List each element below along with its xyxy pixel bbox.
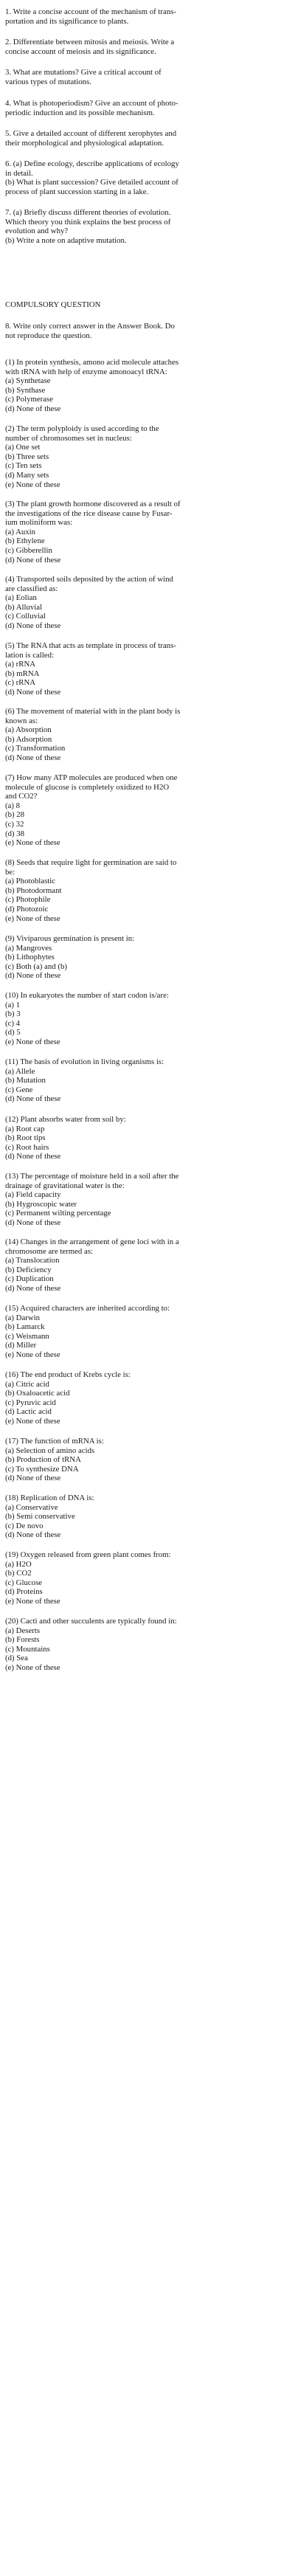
mcq-stem-line: (7) How many ATP molecules are produced when one — [5, 773, 178, 782]
essay-line: 3. What are mutations? Give a critical account of — [5, 68, 162, 77]
mcq-stem-line: (2) The term polyploidy is used according to the — [5, 424, 159, 433]
mcq-option: (b) Semi conservative — [5, 1512, 75, 1522]
mcq-stem-line: molecule of glucose is completely oxidized to H2O — [5, 782, 170, 792]
mcq-option: (a) Synthetase — [5, 376, 51, 386]
mcq-option: (c) Root hairs — [5, 1142, 49, 1152]
mcq-option: (a) Selection of amino acids — [5, 1446, 95, 1455]
mcq-stem-line: (1) In protein synthesis, amono acid molecule attaches — [5, 358, 179, 367]
mcq-option: (d) None of these — [5, 753, 61, 762]
mcq-4 — [5, 575, 280, 631]
mcq-option: (c) De novo — [5, 1521, 44, 1530]
essay-line: various types of mutations. — [5, 77, 91, 86]
mcq-option: (d) None of these — [5, 1474, 61, 1483]
compulsory-heading-block — [5, 300, 280, 310]
mcq-option: (d) None of these — [5, 1218, 61, 1227]
mcq-option: (a) One set — [5, 443, 41, 452]
mcq-stem-line: known as: — [5, 716, 38, 725]
mcq-option: (a) Mangroves — [5, 943, 52, 953]
essay-line: evolution and why? — [5, 227, 69, 236]
essay-question-5 — [5, 129, 280, 148]
instruction-line: 8. Write only correct answer in the Answer Book. Do — [5, 322, 175, 331]
essay-line: their morphological and physiological adaptation. — [5, 138, 164, 148]
mcq-option: (b) 3 — [5, 1009, 21, 1019]
mcq-option: (c) Permanent wilting percentage — [5, 1209, 111, 1218]
mcq-option: (b) Hygroscopic water — [5, 1199, 77, 1209]
essay-line: 2. Differentiate between mitosis and meiosis. Write a — [5, 38, 175, 46]
mcq-option: (a) Auxin — [5, 527, 36, 536]
mcq-stem-line: (18) Replication of DNA is: — [5, 1494, 94, 1502]
mcq-stem-line: be: — [5, 867, 15, 877]
mcq-14 — [5, 1237, 280, 1294]
mcq-option: (d) None of these — [5, 621, 61, 630]
mcq-option: (a) Darwin — [5, 1313, 41, 1322]
essay-question-2 — [5, 38, 280, 56]
mcq-option: (b) 28 — [5, 810, 25, 820]
mcq-option: (d) Sea — [5, 1654, 28, 1663]
essay-line: process of plant succession starting in a lake. — [5, 187, 149, 196]
mcq-option: (a) Deserts — [5, 1626, 41, 1635]
mcq-option: (d) None of these — [5, 404, 61, 413]
mcq-option: (c) Photophile — [5, 895, 51, 905]
mcq-option: (a) rRNA — [5, 660, 36, 669]
mcq-option: (e) None of these — [5, 1596, 60, 1606]
essay-line: 1. Write a concise account of the mechanism of trans- — [5, 7, 177, 16]
essay-line: periodic induction and its possible mechanism. — [5, 108, 155, 117]
essay-question-1 — [5, 7, 280, 26]
mcq-option: (a) Translocation — [5, 1256, 60, 1265]
instruction-line: not reproduce the question. — [5, 331, 92, 340]
mcq-option: (c) Transformation — [5, 744, 66, 753]
mcq-option: (a) Absorption — [5, 725, 52, 735]
mcq-stem-line: chromosome are termed as: — [5, 1246, 94, 1256]
section-heading: COMPULSORY QUESTION — [5, 300, 101, 309]
mcq-6 — [5, 707, 280, 763]
mcq-option: (d) Proteins — [5, 1587, 43, 1597]
mcq-option: (b) Lamarck — [5, 1322, 45, 1332]
mcq-option: (e) None of these — [5, 838, 60, 848]
mcq-stem-line: are classified as: — [5, 584, 58, 593]
mcq-stem-line: (15) Acquired characters are inherited according to: — [5, 1304, 170, 1313]
mcq-3 — [5, 500, 280, 564]
mcq-option: (e) None of these — [5, 914, 60, 923]
mcq-option: (d) None of these — [5, 1283, 61, 1293]
mcq-option: (e) None of these — [5, 1037, 60, 1046]
mcq-stem-line: (20) Cacti and other succulents are typically found in: — [5, 1617, 177, 1626]
mcq-option: (b) Root tips — [5, 1133, 46, 1143]
essay-line: in detail. — [5, 168, 33, 178]
mcq-option: (b) Lithophytes — [5, 953, 55, 962]
mcq-option: (a) Photoblastic — [5, 877, 56, 886]
mcq-option: (c) Pyruvic acid — [5, 1398, 56, 1407]
mcq-stem-line: (4) Transported soils deposited by the action of wind — [5, 575, 173, 584]
essay-line: portation and its significance to plants. — [5, 16, 129, 26]
mcq-option: (d) None of these — [5, 1530, 61, 1540]
mcq-stem-line: (17) The function of mRNA is: — [5, 1437, 104, 1446]
essay-line: Which theory you think explains the best process of — [5, 217, 171, 227]
mcq-option: (b) Mutation — [5, 1076, 46, 1085]
mcq-19 — [5, 1550, 280, 1606]
mcq-stem-line: ium moliniform was: — [5, 518, 73, 528]
mcq-5 — [5, 641, 280, 697]
essay-question-6 — [5, 159, 280, 196]
mcq-option: (a) Field capacity — [5, 1190, 61, 1200]
essay-line: 7. (a) Briefly discuss different theories of evolution. — [5, 208, 171, 217]
mcq-stem-line: (16) The end product of Krebs cycle is: — [5, 1370, 131, 1379]
mcq-1 — [5, 358, 280, 414]
mcq-option: (c) Gene — [5, 1085, 33, 1094]
mcq-option: (c) Both (a) and (b) — [5, 961, 67, 971]
mcq-option: (c) 4 — [5, 1018, 21, 1028]
mcq-20 — [5, 1617, 280, 1673]
mcq-option: (c) Polymerase — [5, 395, 54, 404]
mcq-10 — [5, 991, 280, 1047]
mcq-option: (c) rRNA — [5, 678, 36, 688]
mcq-15 — [5, 1304, 280, 1360]
mcq-12 — [5, 1115, 280, 1161]
mcq-option: (b) Three sets — [5, 452, 49, 461]
mcq-stem-line: (5) The RNA that acts as template in process of trans- — [5, 641, 176, 650]
mcq-stem-line: lation is called: — [5, 650, 54, 660]
mcq-option: (b) mRNA — [5, 669, 40, 678]
mcq-option: (d) Lactic acid — [5, 1407, 52, 1417]
essay-line: (b) Write a note on adaptive mutation. — [5, 235, 127, 245]
mcq-option: (c) To synthesize DNA — [5, 1464, 79, 1474]
mcq-option: (c) Colluvial — [5, 612, 46, 621]
mcq-stem-line: (8) Seeds that require light for germination are said to — [5, 858, 177, 867]
mcq-stem-line: (6) The movement of material with in the plant body is — [5, 707, 181, 716]
mcq-7 — [5, 773, 280, 848]
mcq-option: (a) Root cap — [5, 1124, 45, 1133]
mcq-stem-line: drainage of gravitational water is the: — [5, 1181, 125, 1190]
essay-line: 5. Give a detailed account of different xerophytes and — [5, 129, 177, 138]
mcq-18 — [5, 1494, 280, 1540]
mcq-stem-line: (14) Changes in the arrangement of gene loci with in a — [5, 1237, 179, 1246]
mcq-stem-line: (10) In eukaryotes the number of start codon is/are: — [5, 991, 169, 1000]
mcq-stem-line: (12) Plant absorbs water from soil by: — [5, 1115, 126, 1124]
mcq-stem-line: with tRNA with help of enzyme amonoacyl tRNA: — [5, 367, 167, 376]
mcq-2 — [5, 424, 280, 489]
mcq-stem-line: number of chromosomes set in nucleus: — [5, 433, 132, 443]
mcq-option: (b) Deficiency — [5, 1265, 52, 1274]
essay-question-7 — [5, 208, 280, 245]
mcq-option: (d) 5 — [5, 1028, 21, 1037]
mcq-option: (d) Miller — [5, 1341, 37, 1350]
mcq-9 — [5, 934, 280, 981]
mcq-option: (d) Photozoic — [5, 904, 49, 914]
mcq-option: (d) None of these — [5, 687, 61, 697]
mcq-option: (e) None of these — [5, 1350, 60, 1359]
mcq-stem-line: (19) Oxygen released from green plant comes from: — [5, 1550, 171, 1559]
mcq-option: (d) None of these — [5, 1152, 61, 1161]
mcq-option: (d) 38 — [5, 829, 25, 838]
mcq-option: (b) Production of tRNA — [5, 1455, 81, 1465]
mcq-8 — [5, 858, 280, 923]
mcq-option: (c) Weismann — [5, 1331, 49, 1341]
mcq-option: (b) Photodormant — [5, 885, 62, 895]
mcq-option: (b) CO2 — [5, 1569, 32, 1578]
instruction-block — [5, 322, 280, 340]
mcq-option: (c) 32 — [5, 819, 24, 829]
mcq-option: (e) None of these — [5, 480, 60, 489]
mcq-16 — [5, 1370, 280, 1426]
mcq-stem-line: and CO2? — [5, 792, 38, 801]
mcq-option: (a) Eolian — [5, 593, 37, 603]
essay-line: (b) What is plant succession? Give detailed account of — [5, 178, 178, 187]
mcq-option: (a) H2O — [5, 1559, 32, 1569]
mcq-option: (c) Duplication — [5, 1274, 54, 1284]
mcq-option: (c) Ten sets — [5, 461, 42, 471]
mcq-option: (d) None of these — [5, 555, 61, 564]
mcq-stem-line: (13) The percentage of moisture held in a soil after the — [5, 1172, 179, 1181]
mcq-17 — [5, 1437, 280, 1483]
mcq-option: (a) Allele — [5, 1066, 35, 1076]
mcq-stem-line: (9) Viviparous germination is present in: — [5, 934, 135, 943]
mcq-option: (c) Glucose — [5, 1578, 43, 1587]
essay-line: concise account of meiosis and its significance. — [5, 46, 156, 56]
essay-line: 4. What is photoperiodism? Give an account of photo- — [5, 99, 178, 108]
mcq-option: (b) Forests — [5, 1635, 40, 1645]
mcq-option: (b) Ethylene — [5, 536, 45, 546]
essay-line: 6. (a) Define ecology, describe applications of ecology — [5, 159, 179, 168]
mcq-stem-line: (3) The plant growth hormone discovered as a result of — [5, 500, 181, 508]
mcq-option: (a) 8 — [5, 801, 21, 810]
mcq-option: (a) Conservative — [5, 1502, 58, 1512]
mcq-option: (d) None of these — [5, 1094, 61, 1104]
essay-question-3 — [5, 68, 280, 86]
mcq-option: (d) Many sets — [5, 470, 49, 480]
essay-question-4 — [5, 99, 280, 117]
mcq-option: (b) Oxaloacetic acid — [5, 1389, 70, 1398]
mcq-option: (e) None of these — [5, 1662, 60, 1672]
mcq-option: (b) Adsorption — [5, 734, 52, 744]
mcq-stem-line: the investigations of the rice disease cause by Fusar- — [5, 508, 173, 518]
mcq-option: (c) Gibberellin — [5, 545, 52, 555]
mcq-option: (a) Citric acid — [5, 1379, 49, 1389]
mcq-stem-line: (11) The basis of evolution in living organisms is: — [5, 1057, 164, 1066]
mcq-option: (e) None of these — [5, 1416, 60, 1426]
mcq-option: (d) None of these — [5, 971, 61, 981]
mcq-option: (b) Synthase — [5, 385, 46, 395]
mcq-13 — [5, 1172, 280, 1228]
mcq-11 — [5, 1057, 280, 1104]
mcq-option: (c) Mountains — [5, 1644, 50, 1654]
mcq-option: (a) 1 — [5, 1000, 21, 1009]
mcq-option: (b) Alluvial — [5, 602, 43, 612]
